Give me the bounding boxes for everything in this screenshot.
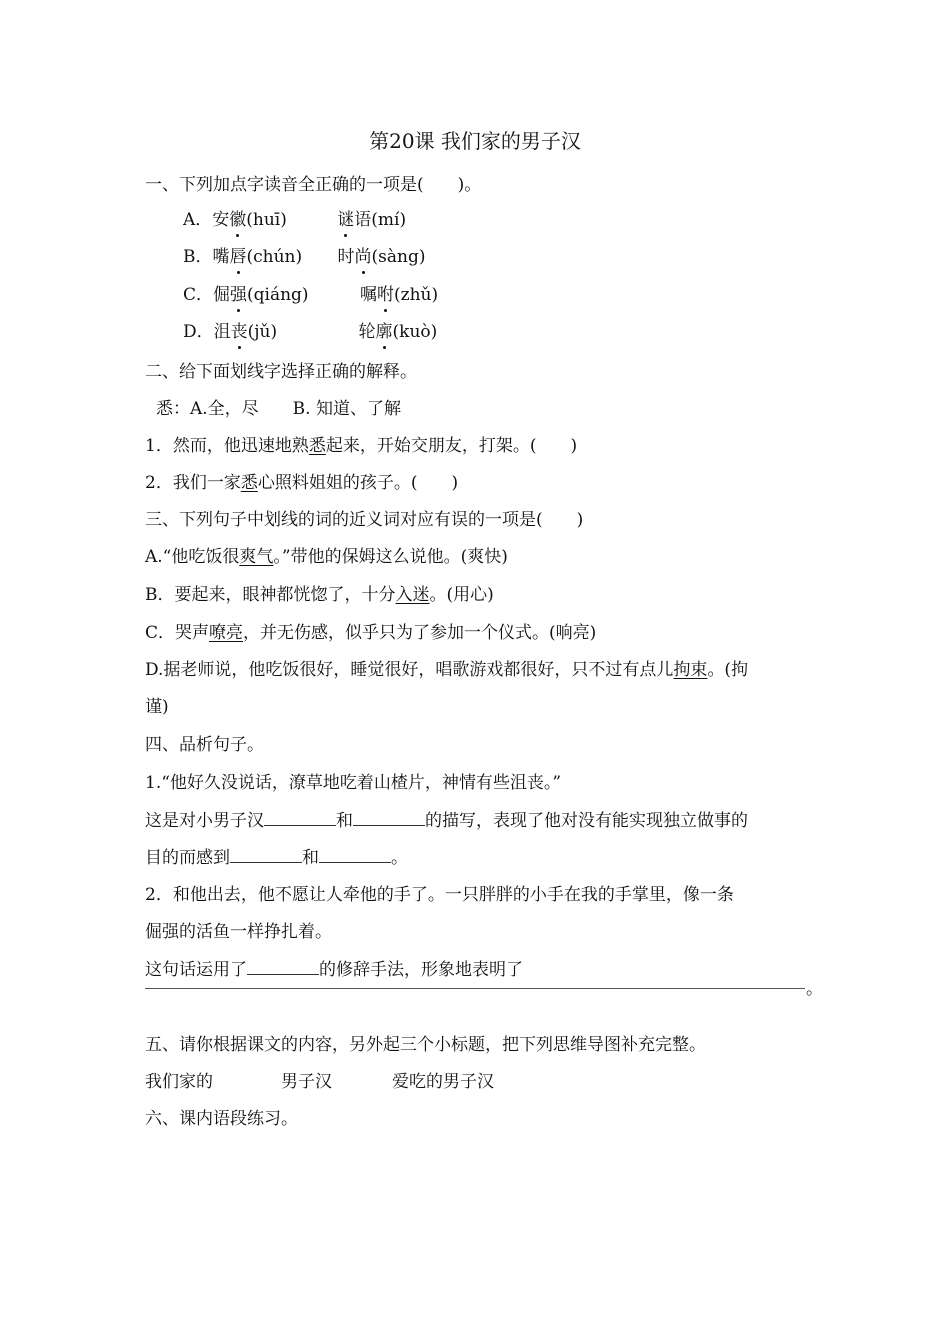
q3-option-c: C．哭声嘹亮，并无伤感，似乎只为了参加一个仪式。(响亮) xyxy=(145,623,597,643)
q3-option-b: B．要起来，眼神都恍惚了，十分入迷。(用心) xyxy=(145,585,494,605)
dotted-char: 徽 xyxy=(229,210,247,230)
q3-prompt: 三、下列句子中划线的词的近义词对应有误的一项是( ) xyxy=(145,510,584,530)
long-answer-blank[interactable] xyxy=(145,987,805,989)
dotted-char: 唇 xyxy=(229,247,247,267)
dotted-char: 谜 xyxy=(337,210,355,230)
answer-blank[interactable] xyxy=(353,809,425,826)
page-title: 第20课 我们家的男子汉 xyxy=(369,129,581,153)
q2-definition: 悉：A.全，尽 B. 知道、了解 xyxy=(156,399,401,419)
q5-prompt: 五、请你根据课文的内容，另外起三个小标题，把下列思维导图补充完整。 xyxy=(145,1035,706,1055)
answer-blank[interactable] xyxy=(264,809,336,826)
answer-blank[interactable] xyxy=(230,846,302,863)
dotted-char: 强 xyxy=(230,285,248,305)
line-end-period: 。 xyxy=(806,979,823,999)
dotted-char: 咐 xyxy=(376,285,394,305)
q1-prompt: 一、下列加点字读音全正确的一项是( )。 xyxy=(145,175,482,195)
q1-option-a: A．安徽(huī) 谜语(mí) xyxy=(183,210,407,230)
q2-sentence-1: 1．然而，他迅速地熟悉起来，开始交朋友，打架。( ) xyxy=(145,436,578,456)
q4-sentence-2a: 2．和他出去，他不愿让人牵他的手了。一只胖胖的小手在我的手掌里，像一条 xyxy=(145,885,734,905)
q4-prompt: 四、品析句子。 xyxy=(145,735,264,755)
answer-blank[interactable] xyxy=(247,958,319,975)
dotted-char: 廓 xyxy=(375,322,393,342)
dotted-char: 丧 xyxy=(230,322,248,342)
q4-sentence-1: 1.“他好久没说话，潦草地吃着山楂片，神情有些沮丧。” xyxy=(145,773,562,793)
q4-fill-line-2: 目的而感到 和 。 xyxy=(145,848,408,868)
mindmap-node: 男子汉 xyxy=(281,1072,332,1092)
dotted-char: 尚 xyxy=(354,247,372,267)
q3-option-d-continued: 谨) xyxy=(145,697,169,717)
q4-fill-line-1: 这是对小男子汉 和 的描写，表现了他对没有能实现独立做事的 xyxy=(145,811,748,831)
q2-sentence-2: 2．我们一家悉心照料姐姐的孩子。( ) xyxy=(145,473,459,493)
q3-option-a: A.“他吃饭很爽气。”带他的保姆这么说他。(爽快) xyxy=(145,547,508,567)
mindmap-node: 爱吃的男子汉 xyxy=(392,1072,494,1092)
q3-option-d: D.据老师说，他吃饭很好，睡觉很好，唱歌游戏都很好，只不过有点儿拘束。(拘 xyxy=(145,660,749,680)
answer-blank[interactable] xyxy=(319,846,391,863)
q1-option-b: B．嘴唇(chún) 时尚(sàng) xyxy=(183,247,426,267)
q2-prompt: 二、给下面划线字选择正确的解释。 xyxy=(145,362,417,382)
q5-mindmap xyxy=(145,1071,494,1093)
q4-sentence-2b: 倔强的活鱼一样挣扎着。 xyxy=(145,922,332,942)
q6-prompt: 六、课内语段练习。 xyxy=(145,1109,298,1129)
q1-option-c: C．倔强(qiáng) 嘱咐(zhǔ) xyxy=(183,285,439,305)
q1-option-d: D．沮丧(jǔ) 轮廓(kuò) xyxy=(183,322,438,342)
q4-fill-line-3: 这句话运用了 的修辞手法，形象地表明了 xyxy=(145,960,523,980)
mindmap-node: 我们家的 xyxy=(145,1072,213,1092)
